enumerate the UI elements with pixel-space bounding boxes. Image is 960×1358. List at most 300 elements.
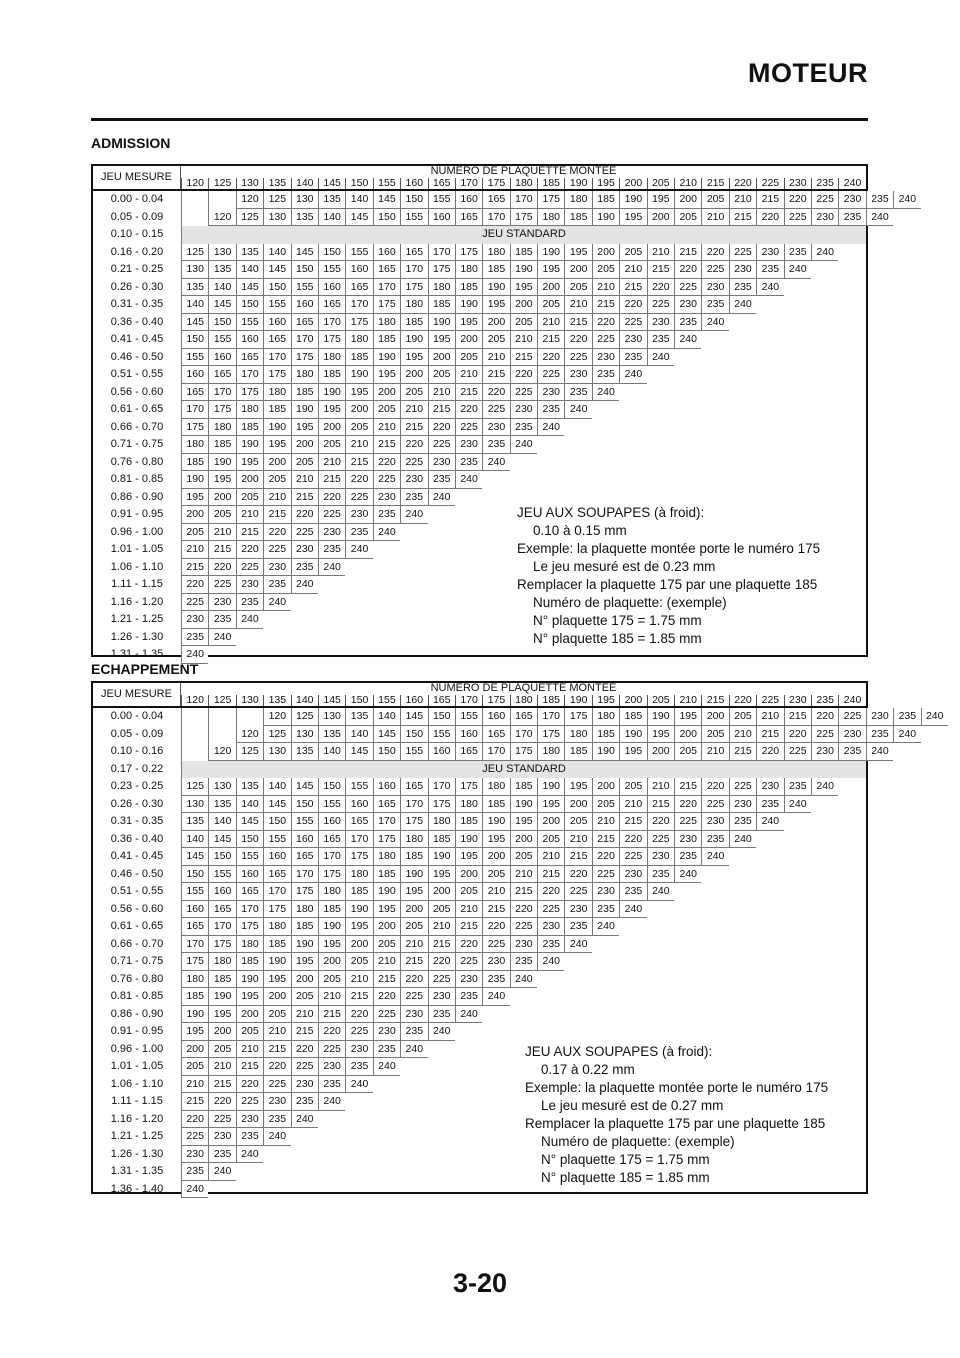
plaquette-cell: 195 <box>455 314 482 332</box>
plaquette-cell: 180 <box>318 349 345 367</box>
plaquette-cell: 180 <box>400 296 427 314</box>
plaquette-cells <box>181 261 811 279</box>
plaquette-cell: 150 <box>181 866 208 884</box>
jeu-range: 0.46 - 0.50 <box>110 867 164 880</box>
plaquette-cells <box>181 936 592 954</box>
plaquette-cell: 240 <box>263 594 290 612</box>
plaquette-cell: 205 <box>263 471 290 489</box>
plaquette-cell: 190 <box>455 831 482 849</box>
plaquette-cell: 235 <box>866 726 893 744</box>
plaquette-cell: 225 <box>345 489 372 507</box>
plaquette-cell: 175 <box>455 244 482 262</box>
plaquette-cell: 185 <box>428 831 455 849</box>
plaquette-cell: 220 <box>619 831 646 849</box>
jeu-range: 0.71 - 0.75 <box>110 438 164 450</box>
table-row <box>93 1006 866 1024</box>
plaquette-cell: 225 <box>674 279 701 297</box>
jeu-range: 0.31 - 0.35 <box>110 298 164 310</box>
plaquette-cell: 155 <box>345 244 372 262</box>
table-row <box>93 261 866 279</box>
plaquette-cell: 180 <box>537 743 564 761</box>
plaquette-cell: 235 <box>619 349 646 367</box>
plaquette-cell: 200 <box>428 883 455 901</box>
plaquette-cell: 230 <box>208 1128 235 1146</box>
plaquette-cell: 240 <box>701 848 728 866</box>
plaquette-cell: 210 <box>537 314 564 332</box>
plaquette-cell: 225 <box>373 1006 400 1024</box>
plaquette-cells <box>181 506 428 524</box>
plaquette-cells <box>181 1181 208 1199</box>
plaquette-cell: 205 <box>428 366 455 384</box>
plaquette-cells <box>181 726 921 744</box>
plaquette-cell: 200 <box>592 244 619 262</box>
plaquette-cell: 240 <box>537 419 564 437</box>
jeu-range: 0.81 - 0.85 <box>110 473 164 485</box>
plaquette-cell: 230 <box>866 708 893 726</box>
plaquette-cell: 230 <box>236 1111 263 1129</box>
plaquette-header: NUMERO DE PLAQUETTE MONTEE <box>430 165 617 177</box>
plaquette-cell: 165 <box>455 743 482 761</box>
plaquette-cell: 240 <box>236 611 263 629</box>
plaquette-cell: 235 <box>701 831 728 849</box>
plaquette-cell: 145 <box>263 261 290 279</box>
plaquette-cell: 185 <box>236 419 263 437</box>
plaquette-cell: 220 <box>318 1023 345 1041</box>
plaquette-cell: 240 <box>208 629 235 647</box>
plaquette-cell: 215 <box>208 1076 235 1094</box>
plaquette-cell: 230 <box>619 331 646 349</box>
plaquette-cell: 215 <box>236 524 263 542</box>
plaquette-cell: 185 <box>208 436 235 454</box>
plaquette-cell: 165 <box>291 314 318 332</box>
plaquette-cells <box>181 1058 400 1076</box>
plaquette-cell: 160 <box>373 778 400 796</box>
plaquette-cell: 160 <box>291 831 318 849</box>
plaquette-cell: 175 <box>291 883 318 901</box>
plaquette-cell: 225 <box>208 1111 235 1129</box>
plaquette-cell: 220 <box>208 559 235 577</box>
column-header-130: 130 <box>236 178 263 189</box>
plaquette-cell: 210 <box>345 436 372 454</box>
plaquette-cell: 205 <box>318 971 345 989</box>
plaquette-cell: 205 <box>564 813 591 831</box>
plaquette-cell: 165 <box>208 366 235 384</box>
plaquette-cell: 140 <box>236 796 263 814</box>
plaquette-cell: 200 <box>181 506 208 524</box>
plaquette-cell: 140 <box>181 831 208 849</box>
plaquette-cells <box>181 489 455 507</box>
plaquette-cell: 210 <box>647 244 674 262</box>
plaquette-cell: 190 <box>592 743 619 761</box>
plaquette-cell: 215 <box>345 454 372 472</box>
plaquette-cell: 215 <box>428 936 455 954</box>
plaquette-cell: 190 <box>208 454 235 472</box>
plaquette-cell: 235 <box>208 1146 235 1164</box>
table-row <box>93 848 866 866</box>
plaquette-cell: 210 <box>263 1023 290 1041</box>
plaquette-cell: 235 <box>345 1058 372 1076</box>
table-row <box>93 401 866 419</box>
column-header-150: 150 <box>345 695 372 706</box>
plaquette-cell: 180 <box>181 971 208 989</box>
plaquette-cell: 135 <box>291 209 318 227</box>
plaquette-cell: 230 <box>756 244 783 262</box>
plaquette-cell: 185 <box>482 261 509 279</box>
plaquette-cell: 125 <box>263 726 290 744</box>
plaquette-cell: 160 <box>236 331 263 349</box>
plaquette-cells <box>181 541 373 559</box>
plaquette-cell: 135 <box>208 796 235 814</box>
plaquette-cell: 195 <box>537 261 564 279</box>
column-header-160: 160 <box>400 695 427 706</box>
plaquette-cell: 165 <box>263 331 290 349</box>
plaquette-cell: 170 <box>400 261 427 279</box>
plaquette-cell: 205 <box>701 726 728 744</box>
plaquette-cell: 195 <box>208 471 235 489</box>
plaquette-cell: 160 <box>181 366 208 384</box>
plaquette-cell: 190 <box>619 191 646 209</box>
echappement-label: ECHAPPEMENT <box>91 661 199 677</box>
plaquette-cell: 155 <box>400 743 427 761</box>
column-header-160: 160 <box>400 178 427 189</box>
plaquette-cell: 235 <box>400 489 427 507</box>
plaquette-cell: 185 <box>564 209 591 227</box>
plaquette-cells <box>181 971 537 989</box>
plaquette-cells <box>181 708 948 726</box>
note-line: 0.10 à 0.15 mm <box>533 523 627 538</box>
plaquette-cell: 220 <box>345 471 372 489</box>
plaquette-cell: 240 <box>564 401 591 419</box>
plaquette-cell: 195 <box>428 331 455 349</box>
plaquette-cell: 240 <box>893 726 920 744</box>
plaquette-cell: 175 <box>373 831 400 849</box>
plaquette-cell: 200 <box>345 401 372 419</box>
plaquette-cell: 170 <box>181 401 208 419</box>
plaquette-cell: 225 <box>674 813 701 831</box>
plaquette-cell: 185 <box>592 191 619 209</box>
plaquette-cells <box>181 611 263 629</box>
plaquette-cell: 240 <box>345 541 372 559</box>
plaquette-cell: 205 <box>510 314 537 332</box>
plaquette-cell: 230 <box>647 314 674 332</box>
plaquette-cell: 180 <box>482 778 509 796</box>
plaquette-cell: 235 <box>373 1041 400 1059</box>
table-row <box>93 366 866 384</box>
plaquette-cell: 160 <box>181 901 208 919</box>
plaquette-cell: 175 <box>345 848 372 866</box>
plaquette-cell: 175 <box>318 331 345 349</box>
plaquette-cell: 180 <box>428 813 455 831</box>
plaquette-cell: 150 <box>181 331 208 349</box>
plaquette-cell: 230 <box>291 541 318 559</box>
column-header-130: 130 <box>236 695 263 706</box>
jeu-range: 0.86 - 0.90 <box>110 1007 164 1020</box>
plaquette-cell: 215 <box>181 1093 208 1111</box>
plaquette-cell: 195 <box>263 436 290 454</box>
plaquette-cell: 150 <box>263 813 290 831</box>
plaquette-cell: 215 <box>263 1041 290 1059</box>
plaquette-cell: 215 <box>564 314 591 332</box>
plaquette-cell: 225 <box>838 708 865 726</box>
plaquette-cell: 200 <box>537 813 564 831</box>
plaquette-cell: 185 <box>345 349 372 367</box>
table-row <box>93 191 917 209</box>
plaquette-cell: 215 <box>455 384 482 402</box>
plaquette-cell: 200 <box>455 866 482 884</box>
plaquette-cell: 205 <box>373 936 400 954</box>
plaquette-cell: 205 <box>181 1058 208 1076</box>
plaquette-cell: 155 <box>236 848 263 866</box>
plaquette-cell: 185 <box>455 279 482 297</box>
plaquette-cell: 185 <box>373 331 400 349</box>
empty-cell <box>181 708 208 726</box>
plaquette-cell: 235 <box>482 436 509 454</box>
plaquette-cells <box>181 314 729 332</box>
plaquette-cell: 210 <box>510 866 537 884</box>
note-line: Remplacer la plaquette 175 par une plaquette 185 <box>525 1116 826 1131</box>
plaquette-cell: 240 <box>236 1146 263 1164</box>
column-header-185: 185 <box>537 695 564 706</box>
plaquette-cell: 230 <box>318 524 345 542</box>
plaquette-cell: 205 <box>400 918 427 936</box>
table-row <box>93 936 866 954</box>
plaquette-cells <box>181 576 318 594</box>
jeu-range: 0.56 - 0.60 <box>110 385 164 398</box>
plaquette-cell: 200 <box>564 796 591 814</box>
plaquette-cell: 145 <box>291 778 318 796</box>
plaquette-cell: 240 <box>811 778 838 796</box>
plaquette-cell: 230 <box>510 401 537 419</box>
plaquette-cells <box>181 1146 263 1164</box>
plaquette-cell: 210 <box>345 971 372 989</box>
plaquette-cell: 225 <box>647 296 674 314</box>
plaquette-cell: 205 <box>564 279 591 297</box>
plaquette-cell: 185 <box>619 708 646 726</box>
plaquette-cell: 215 <box>756 726 783 744</box>
plaquette-cell: 180 <box>428 279 455 297</box>
plaquette-cells <box>181 366 647 384</box>
plaquette-cell: 175 <box>400 279 427 297</box>
plaquette-cell: 225 <box>564 883 591 901</box>
plaquette-cell: 200 <box>647 209 674 227</box>
plaquette-cell: 215 <box>756 191 783 209</box>
plaquette-cell: 135 <box>208 261 235 279</box>
plaquette-cell: 240 <box>482 454 509 472</box>
plaquette-cell: 215 <box>510 349 537 367</box>
admission-label: ADMISSION <box>91 135 171 151</box>
plaquette-cell: 180 <box>318 883 345 901</box>
plaquette-cells <box>181 988 510 1006</box>
plaquette-cell: 215 <box>181 559 208 577</box>
plaquette-cell: 170 <box>236 366 263 384</box>
plaquette-cell: 220 <box>428 419 455 437</box>
column-header-185: 185 <box>537 178 564 189</box>
plaquette-cell: 190 <box>345 366 372 384</box>
plaquette-cell: 205 <box>674 743 701 761</box>
plaquette-cell: 220 <box>208 1093 235 1111</box>
plaquette-cell: 230 <box>455 436 482 454</box>
plaquette-cell: 155 <box>428 726 455 744</box>
plaquette-cell: 205 <box>291 988 318 1006</box>
plaquette-cell: 175 <box>510 209 537 227</box>
plaquette-cell: 195 <box>345 384 372 402</box>
plaquette-cell: 145 <box>208 831 235 849</box>
plaquette-cell: 145 <box>236 279 263 297</box>
plaquette-cell: 160 <box>482 708 509 726</box>
plaquette-cell: 230 <box>619 866 646 884</box>
plaquette-cell: 220 <box>784 191 811 209</box>
plaquette-cell: 220 <box>236 541 263 559</box>
column-header-200: 200 <box>619 178 646 189</box>
plaquette-cell: 175 <box>318 866 345 884</box>
plaquette-cell: 160 <box>345 261 372 279</box>
plaquette-cell: 170 <box>208 384 235 402</box>
plaquette-cell: 180 <box>537 209 564 227</box>
plaquette-cell: 195 <box>291 953 318 971</box>
plaquette-cell: 225 <box>619 848 646 866</box>
plaquette-cell: 240 <box>455 471 482 489</box>
plaquette-cell: 170 <box>263 349 290 367</box>
plaquette-cell: 175 <box>291 349 318 367</box>
plaquette-cell: 165 <box>373 261 400 279</box>
plaquette-cell: 200 <box>510 831 537 849</box>
plaquette-cell: 205 <box>345 419 372 437</box>
plaquette-cell: 165 <box>291 848 318 866</box>
plaquette-cell: 210 <box>592 279 619 297</box>
plaquette-cell: 205 <box>428 901 455 919</box>
plaquette-cell: 240 <box>181 646 208 664</box>
plaquette-cell: 225 <box>482 401 509 419</box>
plaquette-cell: 220 <box>373 988 400 1006</box>
plaquette-cell: 185 <box>263 936 290 954</box>
plaquette-cell: 215 <box>318 1006 345 1024</box>
plaquette-cell: 200 <box>400 366 427 384</box>
plaquette-cell: 220 <box>428 953 455 971</box>
plaquette-cell: 205 <box>236 489 263 507</box>
plaquette-cell: 185 <box>482 796 509 814</box>
plaquette-cell: 190 <box>263 419 290 437</box>
plaquette-cell: 215 <box>674 244 701 262</box>
plaquette-cell: 185 <box>181 454 208 472</box>
plaquette-cell: 235 <box>674 314 701 332</box>
plaquette-cell: 210 <box>729 726 756 744</box>
plaquette-cell: 170 <box>510 191 537 209</box>
plaquette-cell: 185 <box>318 901 345 919</box>
plaquette-cell: 210 <box>373 419 400 437</box>
plaquette-cell: 220 <box>455 401 482 419</box>
jeu-range: 1.36 - 1.40 <box>110 1182 164 1195</box>
plaquette-cell: 240 <box>756 279 783 297</box>
plaquette-cell: 190 <box>400 331 427 349</box>
jeu-range: 0.00 - 0.04 <box>110 193 164 205</box>
plaquette-cell: 190 <box>482 813 509 831</box>
plaquette-cell: 240 <box>619 366 646 384</box>
plaquette-cell: 200 <box>701 708 728 726</box>
plaquette-cell: 165 <box>263 866 290 884</box>
plaquette-cell: 240 <box>428 489 455 507</box>
plaquette-cell: 200 <box>482 848 509 866</box>
plaquette-cell: 225 <box>263 541 290 559</box>
plaquette-cell: 235 <box>236 1128 263 1146</box>
plaquette-cell: 165 <box>318 831 345 849</box>
plaquette-cells <box>181 559 345 577</box>
empty-cell <box>208 708 235 726</box>
plaquette-cell: 235 <box>455 988 482 1006</box>
plaquette-cell: 220 <box>482 918 509 936</box>
plaquette-cell: 210 <box>729 191 756 209</box>
plaquette-cell: 215 <box>400 419 427 437</box>
column-header-205: 205 <box>647 178 674 189</box>
jeu-range: 1.31 - 1.35 <box>110 648 164 660</box>
column-header-125: 125 <box>208 695 235 706</box>
plaquette-cell: 135 <box>236 244 263 262</box>
plaquette-cell: 170 <box>482 743 509 761</box>
plaquette-cell: 140 <box>236 261 263 279</box>
plaquette-cell: 165 <box>181 918 208 936</box>
plaquette-cell: 175 <box>428 796 455 814</box>
plaquette-cell: 155 <box>181 883 208 901</box>
plaquette-cell: 235 <box>263 576 290 594</box>
plaquette-cell: 230 <box>373 1023 400 1041</box>
plaquette-cell: 205 <box>537 831 564 849</box>
plaquette-cell: 195 <box>510 279 537 297</box>
plaquette-cell: 215 <box>592 831 619 849</box>
plaquette-cell: 205 <box>208 1041 235 1059</box>
plaquette-cell: 140 <box>181 296 208 314</box>
plaquette-cell: 200 <box>291 436 318 454</box>
plaquette-cells <box>181 436 537 454</box>
plaquette-cell: 195 <box>455 848 482 866</box>
jeu-range: 1.21 - 1.25 <box>110 1130 164 1142</box>
plaquette-cell: 185 <box>400 314 427 332</box>
table-row <box>93 901 866 919</box>
plaquette-cell: 155 <box>291 279 318 297</box>
plaquette-cell: 240 <box>510 436 537 454</box>
plaquette-cell: 225 <box>373 471 400 489</box>
plaquette-cell: 220 <box>647 279 674 297</box>
plaquette-cell: 200 <box>455 331 482 349</box>
plaquette-cell: 190 <box>428 848 455 866</box>
plaquette-cell: 225 <box>537 366 564 384</box>
plaquette-cell: 210 <box>756 708 783 726</box>
plaquette-cell: 210 <box>428 384 455 402</box>
plaquette-cell: 205 <box>674 209 701 227</box>
plaquette-cell: 225 <box>784 743 811 761</box>
jeu-range: 0.10 - 0.15 <box>110 228 164 240</box>
plaquette-cell: 230 <box>455 971 482 989</box>
plaquette-cell: 220 <box>619 296 646 314</box>
plaquette-cell: 240 <box>208 1163 235 1181</box>
jeu-range: 0.41 - 0.45 <box>110 333 164 345</box>
plaquette-cell: 190 <box>236 971 263 989</box>
empty-cell <box>236 708 263 726</box>
plaquette-cells <box>181 594 291 612</box>
plaquette-cell: 225 <box>592 866 619 884</box>
plaquette-cell: 225 <box>263 1076 290 1094</box>
jeu-range: 0.05 - 0.09 <box>110 210 164 223</box>
plaquette-cell: 155 <box>263 296 290 314</box>
plaquette-cell: 225 <box>592 331 619 349</box>
plaquette-cell: 215 <box>318 471 345 489</box>
plaquette-cell: 240 <box>181 1181 208 1199</box>
plaquette-cell: 190 <box>181 471 208 489</box>
plaquette-cell: 235 <box>482 971 509 989</box>
plaquette-cell: 205 <box>592 796 619 814</box>
plaquette-cell: 185 <box>428 296 455 314</box>
plaquette-cell: 200 <box>263 988 290 1006</box>
plaquette-cell: 240 <box>291 576 318 594</box>
plaquette-cell: 235 <box>181 1163 208 1181</box>
